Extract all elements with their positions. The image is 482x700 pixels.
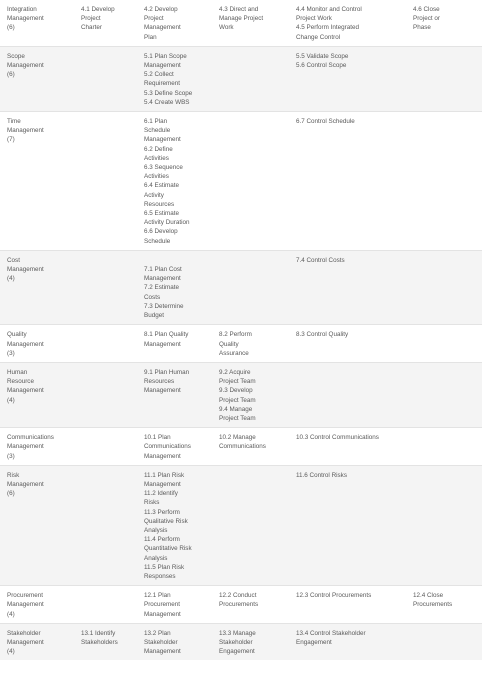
table-row <box>0 362 482 427</box>
knowledge-area-cell: Cost Management (4) <box>0 250 74 324</box>
initiating-cell <box>74 465 137 585</box>
closing-cell <box>406 46 482 111</box>
knowledge-area-cell: Procurement Management (4) <box>0 586 74 624</box>
executing-cell <box>212 112 289 251</box>
monitoring-cell: 10.3 Control Communications <box>289 428 406 466</box>
table-row <box>0 465 482 585</box>
executing-cell: 13.3 Manage Stakeholder Engagement <box>212 623 289 660</box>
knowledge-area-cell: Scope Management (6) <box>0 46 74 111</box>
monitoring-cell: 11.6 Control Risks <box>289 465 406 585</box>
table-row <box>0 46 482 111</box>
knowledge-area-cell: Time Management (7) <box>0 112 74 251</box>
monitoring-cell <box>289 362 406 427</box>
knowledge-area-cell: Integration Management (6) <box>7 6 44 32</box>
closing-cell <box>406 465 482 585</box>
monitoring-cell: 6.7 Control Schedule <box>289 112 406 251</box>
monitoring-cell: 5.5 Validate Scope 5.6 Control Scope <box>289 46 406 111</box>
planning-cell: 7.1 Plan Cost Management 7.2 Estimate Costs 7.3 Determine Budget <box>137 250 212 324</box>
initiating-cell <box>74 46 137 111</box>
table-row <box>0 0 482 46</box>
planning-cell: 4.2 Develop Project Management Plan <box>144 6 181 41</box>
planning-cell: 5.1 Plan Scope Management 5.2 Collect Requirement 5.3 Define Scope 5.4 Create WBS <box>137 46 212 111</box>
executing-cell <box>212 250 289 324</box>
closing-cell: 4.6 Close Project or Phase <box>413 6 440 32</box>
initiating-cell: 13.1 Identify Stakeholders <box>74 623 137 660</box>
closing-cell <box>406 623 482 660</box>
table-row <box>0 250 482 324</box>
monitoring-cell: 13.4 Control Stakeholder Engagement <box>289 623 406 660</box>
initiating-cell <box>74 112 137 251</box>
executing-cell: 10.2 Manage Communications <box>212 428 289 466</box>
table-row <box>0 112 482 251</box>
table-row <box>0 623 482 660</box>
monitoring-cell: 7.4 Control Costs <box>289 250 406 324</box>
executing-cell: 8.2 Perform Quality Assurance <box>212 325 289 363</box>
table-row <box>0 428 482 466</box>
planning-cell: 11.1 Plan Risk Management 11.2 Identify Risks 11.3 Perform Qualitative Risk Analysis 11.4 Perform Quantitative Risk Analysis 11.5 Plan Risk Responses <box>137 465 212 585</box>
initiating-cell <box>74 250 137 324</box>
planning-cell: 6.1 Plan Schedule Management 6.2 Define Activities 6.3 Sequence Activities 6.4 Estimate Activity Resources 6.5 Estimate Activity Duration 6.6 Develop Schedule <box>137 112 212 251</box>
initiating-cell <box>74 325 137 363</box>
closing-cell <box>406 362 482 427</box>
table-row <box>0 586 482 624</box>
closing-cell <box>406 112 482 251</box>
monitoring-cell: 8.3 Control Quality <box>289 325 406 363</box>
executing-cell: 12.2 Conduct Procurements <box>212 586 289 624</box>
planning-cell: 8.1 Plan Quality Management <box>137 325 212 363</box>
closing-cell <box>406 325 482 363</box>
initiating-cell <box>74 362 137 427</box>
table-row <box>0 325 482 363</box>
knowledge-area-cell: Human Resource Management (4) <box>0 362 74 427</box>
initiating-cell: 4.1 Develop Project Charter <box>81 6 115 32</box>
knowledge-area-cell: Stakeholder Management (4) <box>0 623 74 660</box>
executing-cell: 9.2 Acquire Project Team 9.3 Develop Project Team 9.4 Manage Project Team <box>212 362 289 427</box>
executing-cell: 4.3 Direct and Manage Project Work <box>219 6 264 32</box>
planning-cell: 10.1 Plan Communications Management <box>137 428 212 466</box>
knowledge-area-cell: Communications Management (3) <box>0 428 74 466</box>
planning-cell: 13.2 Plan Stakeholder Management <box>137 623 212 660</box>
initiating-cell <box>74 428 137 466</box>
closing-cell: 12.4 Close Procurements <box>406 586 482 624</box>
knowledge-area-cell: Risk Management (6) <box>0 465 74 585</box>
planning-cell: 9.1 Plan Human Resources Management <box>137 362 212 427</box>
knowledge-area-cell: Quality Management (3) <box>0 325 74 363</box>
executing-cell <box>212 46 289 111</box>
planning-cell: 12.1 Plan Procurement Management <box>137 586 212 624</box>
executing-cell <box>212 465 289 585</box>
monitoring-cell: 4.4 Monitor and Control Project Work 4.5 Perform Integrated Change Control <box>296 6 362 41</box>
closing-cell <box>406 428 482 466</box>
monitoring-cell: 12.3 Control Procurements <box>289 586 406 624</box>
closing-cell <box>406 250 482 324</box>
initiating-cell <box>74 586 137 624</box>
